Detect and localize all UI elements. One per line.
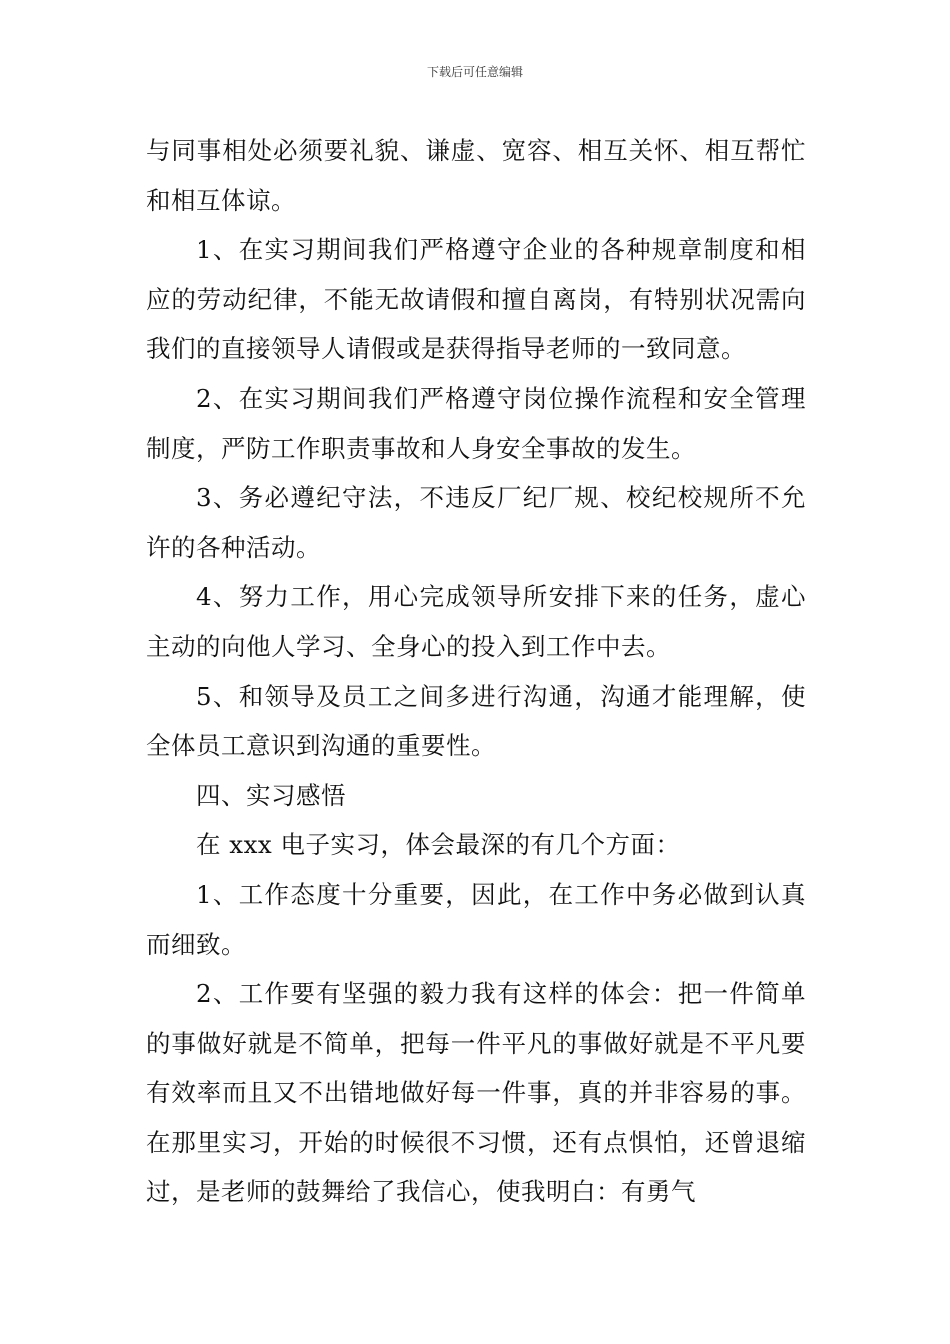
page-header: 下载后可任意编辑 bbox=[426, 65, 523, 79]
paragraph-5: 4、努力工作，用心完成领导所安排下来的任务，虚心主动的向他人学习、全身心的投入到工作中去。 bbox=[146, 582, 806, 661]
document-body bbox=[146, 126, 806, 1217]
paragraph-2: 1、在实习期间我们严格遵守企业的各种规章制度和相应的劳动纪律，不能无故请假和擅自离岗，有特别状况需向我们的直接领导人请假或是获得指导老师的一致同意。 bbox=[146, 235, 806, 364]
paragraph-6: 5、和领导及员工之间多进行沟通，沟通才能理解，使全体员工意识到沟通的重要性。 bbox=[146, 681, 806, 761]
paragraph-9: 2、工作要有坚强的毅力我有这样的体会：把一件简单的事做好就是不简单，把每一件平凡的事做好就是不平凡要有效率而且又不出错地做好每一件事，真的并非容易的事。在那里实习，开始的时候很不习惯，还有点惧怕，还曾退缩过，是老师的鼓舞给了我信心，使我明白：有勇气 bbox=[146, 979, 806, 1207]
section-heading: 四、实习感悟 bbox=[196, 780, 346, 810]
paragraph-8: 1、工作态度十分重要，因此，在工作中务必做到认真而细致。 bbox=[146, 879, 806, 959]
paragraph-1: 与同事相处必须要礼貌、谦虚、宽容、相互关怀、相互帮忙和相互体谅。 bbox=[146, 136, 806, 215]
paragraph-7: 在 xxx 电子实习，体会最深的有几个方面： bbox=[196, 830, 681, 860]
paragraph-3: 2、在实习期间我们严格遵守岗位操作流程和安全管理制度，严防工作职责事故和人身安全事故的发生。 bbox=[146, 383, 806, 463]
paragraph-4: 3、务必遵纪守法，不违反厂纪厂规、校纪校规所不允许的各种活动。 bbox=[146, 483, 806, 562]
